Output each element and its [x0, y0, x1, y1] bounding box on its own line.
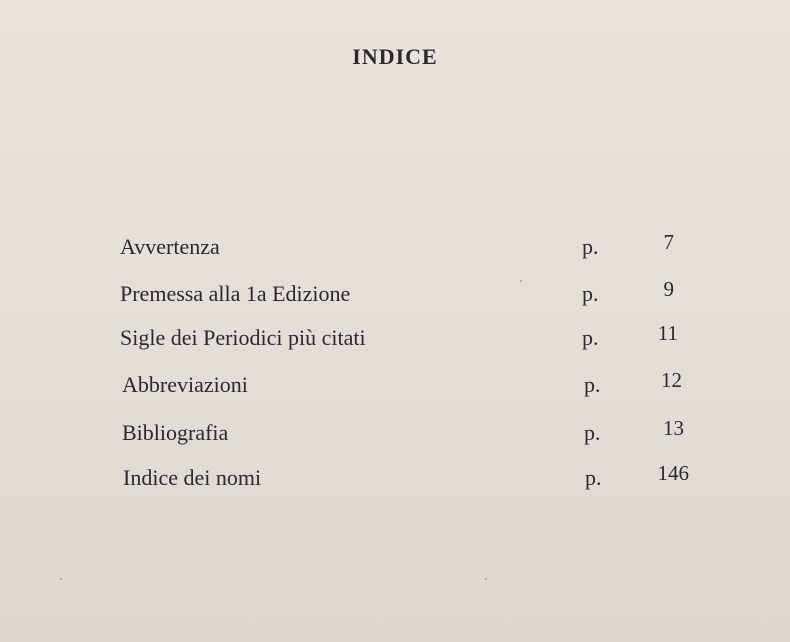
toc-entry-label: Sigle dei Periodici più citati: [120, 325, 366, 350]
toc-entry-page-number: 146: [657, 461, 689, 485]
toc-entry-label: Abbreviazioni: [122, 372, 248, 397]
toc-entry-label: Indice dei nomi: [123, 465, 262, 490]
toc-entry-page-abbrev: p.: [584, 372, 601, 397]
toc-entry-page-number: 13: [663, 416, 684, 440]
toc-entry: [123, 461, 703, 495]
toc-entry-page-abbrev: p.: [582, 281, 599, 306]
toc-entry: [122, 368, 702, 402]
toc-entry-page-abbrev: p.: [585, 465, 602, 490]
toc-entry-page-number: 9: [663, 277, 674, 301]
toc-entry: [120, 321, 700, 355]
paper-speck: [60, 578, 62, 580]
toc-entry-label: Avvertenza: [120, 234, 220, 259]
toc-entry: [120, 230, 700, 264]
paper-speck: [485, 578, 487, 580]
toc-entry-label: Bibliografia: [122, 420, 229, 445]
paper-speck: [520, 280, 522, 282]
toc-entry-page-abbrev: p.: [582, 325, 599, 350]
toc-entry-label: Premessa alla 1a Edizione: [120, 281, 351, 306]
page-title: INDICE: [352, 44, 438, 69]
toc-entry-page-number: 12: [661, 368, 682, 392]
toc-entry-page-abbrev: p.: [582, 234, 599, 259]
toc-entry-page-number: 11: [657, 321, 678, 345]
toc-entry-page-number: 7: [663, 230, 674, 254]
toc-entry: [120, 277, 700, 311]
toc-entry-page-abbrev: p.: [584, 420, 601, 445]
toc-entry: [122, 416, 702, 450]
